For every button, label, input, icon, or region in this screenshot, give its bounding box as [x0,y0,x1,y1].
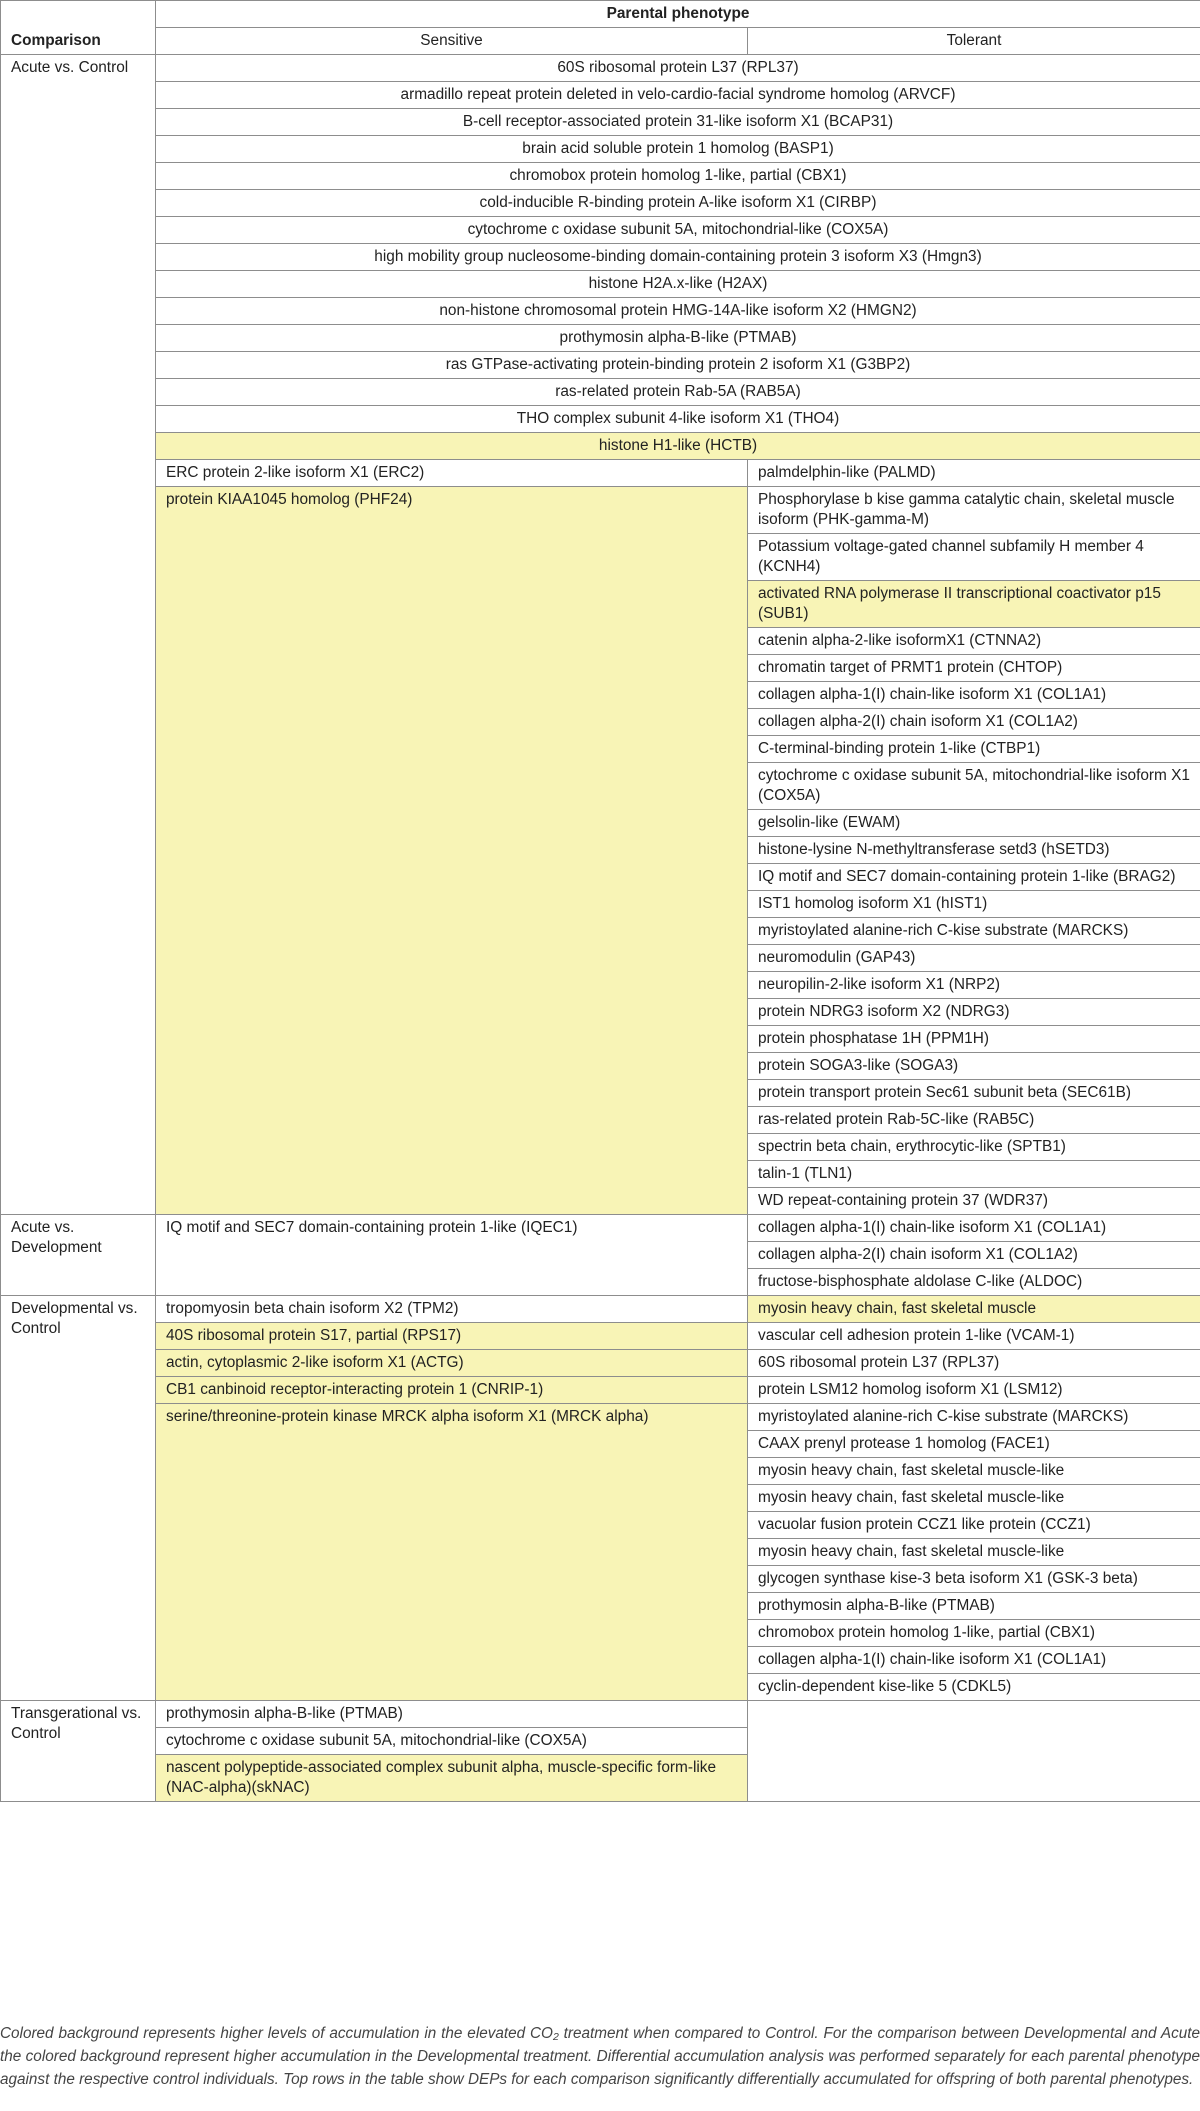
protein-cell: IST1 homolog isoform X1 (hIST1) [748,891,1200,918]
protein-cell: Phosphorylase b kise gamma catalytic chain, skeletal muscle isoform (PHK-gamma-M) [748,487,1200,534]
protein-cell: actin, cytoplasmic 2-like isoform X1 (ACTG) [156,1350,748,1377]
table-row [1,1350,1200,1377]
protein-cell: protein LSM12 homolog isoform X1 (LSM12) [748,1377,1200,1404]
header-row-1 [1,1,1200,28]
protein-cell: prothymosin alpha-B-like (PTMAB) [156,1701,748,1728]
protein-cell: CAAX prenyl protease 1 homolog (FACE1) [748,1431,1200,1458]
table-row [1,109,1200,136]
protein-cell: cytochrome c oxidase subunit 5A, mitochondrial-like (COX5A) [156,1728,748,1755]
protein-cell: prothymosin alpha-B-like (PTMAB) [156,325,1200,352]
protein-cell: protein phosphatase 1H (PPM1H) [748,1026,1200,1053]
protein-cell: 60S ribosomal protein L37 (RPL37) [748,1350,1200,1377]
protein-cell: neuropilin-2-like isoform X1 (NRP2) [748,972,1200,999]
protein-cell: CB1 canbinoid receptor-interacting protein 1 (CNRIP-1) [156,1377,748,1404]
protein-cell: ERC protein 2-like isoform X1 (ERC2) [156,460,748,487]
protein-cell: armadillo repeat protein deleted in velo-cardio-facial syndrome homolog (ARVCF) [156,82,1200,109]
protein-cell: Potassium voltage-gated channel subfamily H member 4 (KCNH4) [748,534,1200,581]
protein-cell: THO complex subunit 4-like isoform X1 (THO4) [156,406,1200,433]
protein-cell: myristoylated alanine-rich C-kise substrate (MARCKS) [748,1404,1200,1431]
parental-phenotype-header: Parental phenotype [156,1,1200,28]
protein-cell: collagen alpha-1(I) chain-like isoform X1 (COL1A1) [748,682,1200,709]
protein-cell: WD repeat-containing protein 37 (WDR37) [748,1188,1200,1215]
protein-cell: myosin heavy chain, fast skeletal muscle-like [748,1458,1200,1485]
table-row [1,298,1200,325]
protein-cell: myosin heavy chain, fast skeletal muscle-like [748,1485,1200,1512]
sensitive-header: Sensitive [156,28,748,55]
comparison-label: Transgerational vs. Control [1,1701,156,1802]
protein-cell: palmdelphin-like (PALMD) [748,460,1200,487]
table-row [1,325,1200,352]
protein-cell: histone-lysine N-methyltransferase setd3 (hSETD3) [748,837,1200,864]
protein-cell: spectrin beta chain, erythrocytic-like (SPTB1) [748,1134,1200,1161]
protein-cell: chromobox protein homolog 1-like, partial (CBX1) [748,1620,1200,1647]
protein-cell: B-cell receptor-associated protein 31-like isoform X1 (BCAP31) [156,109,1200,136]
table-footnote: Colored background represents higher levels of accumulation in the elevated CO₂ treatment when compared to Control. For the comparison between Developmental and Acute the colored background represent higher accumulation in the Developmental treatment. Differential accumulation analysis was performed separately for each parental phenotype against the respective control individuals. Top rows in the table show DEPs for each comparison significantly differentially accumulated for offspring of both parental phenotypes. [0,2025,1200,2088]
comparison-label: Developmental vs. Control [1,1296,156,1701]
protein-cell: 40S ribosomal protein S17, partial (RPS17) [156,1323,748,1350]
protein-cell: histone H1-like (HCTB) [156,433,1200,460]
table-row [1,433,1200,460]
protein-cell: serine/threonine-protein kinase MRCK alpha isoform X1 (MRCK alpha) [156,1404,748,1701]
protein-cell: catenin alpha-2-like isoformX1 (CTNNA2) [748,628,1200,655]
protein-cell: protein KIAA1045 homolog (PHF24) [156,487,748,1215]
table-row [1,460,1200,487]
protein-cell: fructose-bisphosphate aldolase C-like (ALDOC) [748,1269,1200,1296]
comparison-label: Acute vs. Development [1,1215,156,1296]
protein-cell: chromatin target of PRMT1 protein (CHTOP) [748,655,1200,682]
table-row [1,1404,1200,1431]
protein-cell: collagen alpha-2(I) chain isoform X1 (COL1A2) [748,1242,1200,1269]
protein-cell: protein transport protein Sec61 subunit beta (SEC61B) [748,1080,1200,1107]
header-row-2 [1,28,1200,55]
table-row [1,163,1200,190]
protein-cell: vacuolar fusion protein CCZ1 like protein (CCZ1) [748,1512,1200,1539]
protein-cell: nascent polypeptide-associated complex subunit alpha, muscle-specific form-like (NAC-alpha)(skNAC) [156,1755,748,1802]
protein-cell: cytochrome c oxidase subunit 5A, mitochondrial-like isoform X1 (COX5A) [748,763,1200,810]
protein-cell: collagen alpha-2(I) chain isoform X1 (COL1A2) [748,709,1200,736]
protein-cell: protein SOGA3-like (SOGA3) [748,1053,1200,1080]
table-row [1,1215,1200,1242]
protein-cell: cytochrome c oxidase subunit 5A, mitochondrial-like (COX5A) [156,217,1200,244]
table-row [1,271,1200,298]
table-row [1,82,1200,109]
protein-cell: myristoylated alanine-rich C-kise substrate (MARCKS) [748,918,1200,945]
protein-cell: protein NDRG3 isoform X2 (NDRG3) [748,999,1200,1026]
table-row [1,244,1200,271]
protein-cell: ras-related protein Rab-5C-like (RAB5C) [748,1107,1200,1134]
protein-cell: ras-related protein Rab-5A (RAB5A) [156,379,1200,406]
protein-cell: C-terminal-binding protein 1-like (CTBP1) [748,736,1200,763]
table-row [1,379,1200,406]
protein-cell: ras GTPase-activating protein-binding protein 2 isoform X1 (G3BP2) [156,352,1200,379]
protein-cell: glycogen synthase kise-3 beta isoform X1 (GSK-3 beta) [748,1566,1200,1593]
protein-cell: cyclin-dependent kise-like 5 (CDKL5) [748,1674,1200,1701]
protein-cell: activated RNA polymerase II transcriptional coactivator p15 (SUB1) [748,581,1200,628]
protein-cell: high mobility group nucleosome-binding domain-containing protein 3 isoform X3 (Hmgn3) [156,244,1200,271]
table-row [1,1296,1200,1323]
protein-cell: collagen alpha-1(I) chain-like isoform X1 (COL1A1) [748,1215,1200,1242]
table-body [1,55,1200,1802]
table-row [1,190,1200,217]
protein-cell: IQ motif and SEC7 domain-containing protein 1-like (BRAG2) [748,864,1200,891]
comparison-header: Comparison [1,1,156,55]
table-row [1,217,1200,244]
protein-cell: IQ motif and SEC7 domain-containing protein 1-like (IQEC1) [156,1215,748,1296]
table-row [1,1377,1200,1404]
protein-cell: collagen alpha-1(I) chain-like isoform X1 (COL1A1) [748,1647,1200,1674]
comparison-label: Acute vs. Control [1,55,156,1215]
table-row [1,487,1200,534]
protein-cell: histone H2A.x-like (H2AX) [156,271,1200,298]
protein-cell: chromobox protein homolog 1-like, partial (CBX1) [156,163,1200,190]
protein-cell: non-histone chromosomal protein HMG-14A-like isoform X2 (HMGN2) [156,298,1200,325]
protein-cell: talin-1 (TLN1) [748,1161,1200,1188]
protein-cell: brain acid soluble protein 1 homolog (BASP1) [156,136,1200,163]
tolerant-header: Tolerant [748,28,1200,55]
protein-cell: 60S ribosomal protein L37 (RPL37) [156,55,1200,82]
table-row [1,55,1200,82]
protein-cell: cold-inducible R-binding protein A-like isoform X1 (CIRBP) [156,190,1200,217]
table-row [1,406,1200,433]
protein-cell: prothymosin alpha-B-like (PTMAB) [748,1593,1200,1620]
protein-cell: myosin heavy chain, fast skeletal muscle-like [748,1539,1200,1566]
empty-cell [748,1701,1200,1802]
protein-cell: vascular cell adhesion protein 1-like (VCAM-1) [748,1323,1200,1350]
table-row [1,1701,1200,1728]
table-row [1,1323,1200,1350]
protein-cell: gelsolin-like (EWAM) [748,810,1200,837]
table-row [1,136,1200,163]
protein-cell: tropomyosin beta chain isoform X2 (TPM2) [156,1296,748,1323]
protein-cell: myosin heavy chain, fast skeletal muscle [748,1296,1200,1323]
table-row [1,352,1200,379]
protein-cell: neuromodulin (GAP43) [748,945,1200,972]
